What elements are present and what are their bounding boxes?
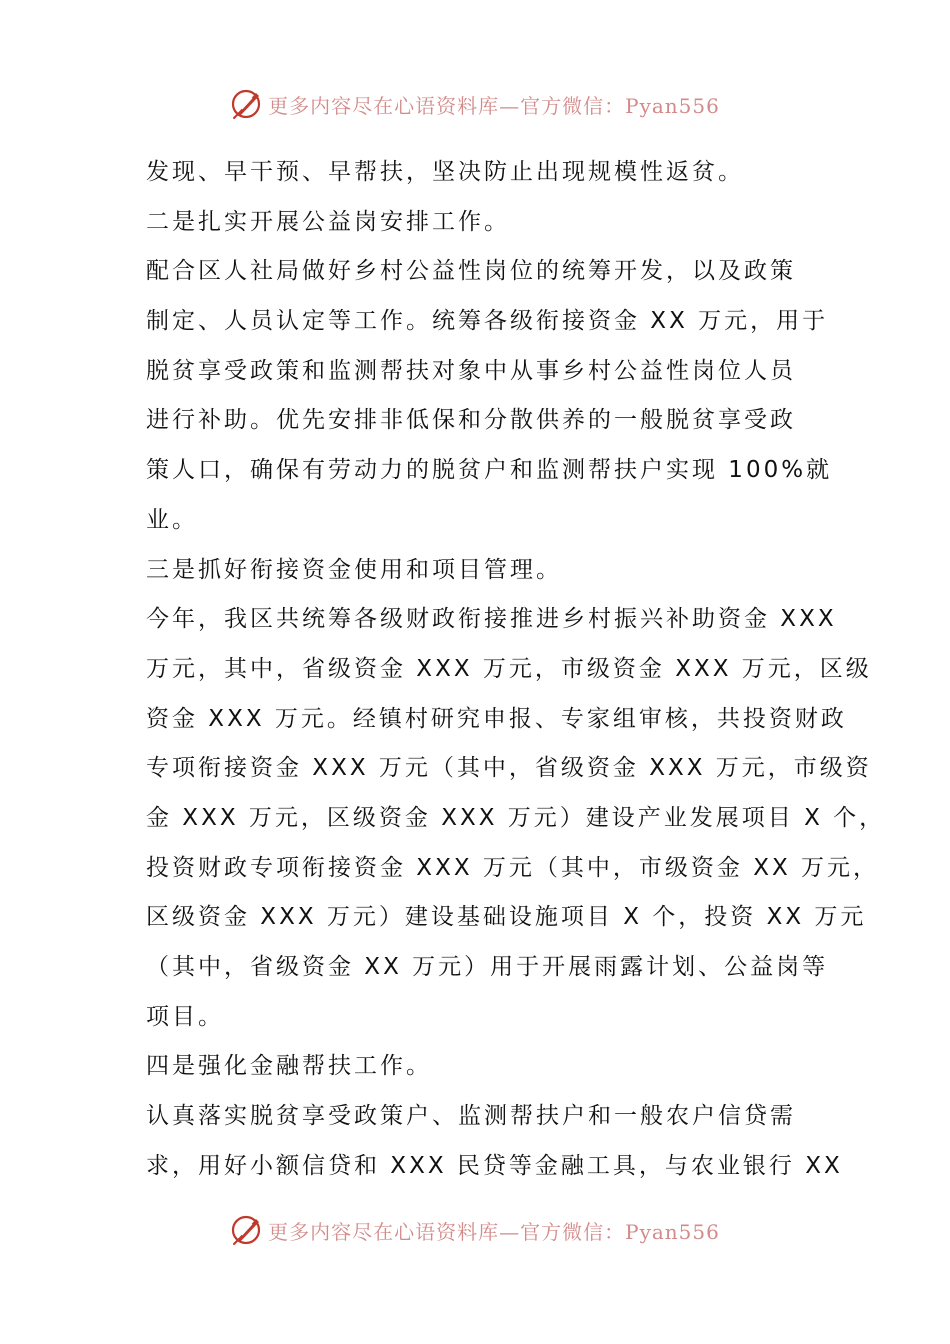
body-line: 金 XXX 万元，区级资金 XXX 万元）建设产业发展项目 X 个， bbox=[146, 804, 886, 831]
body-line: 脱贫享受政策和监测帮扶对象中从事乡村公益性岗位人员 bbox=[146, 357, 796, 384]
body-line: 制定、人员认定等工作。统筹各级衔接资金 XX 万元，用于 bbox=[146, 308, 829, 335]
footer-banner bbox=[0, 1210, 950, 1250]
body-line: 万元，其中，省级资金 XXX 万元，市级资金 XXX 万元，区级 bbox=[146, 655, 872, 682]
quill-logo-icon bbox=[230, 1213, 264, 1247]
body-line: 认真落实脱贫享受政策户、监测帮扶户和一般农户信贷需 bbox=[146, 1103, 796, 1130]
body-line: 项目。 bbox=[146, 1003, 224, 1030]
section-heading: 三是抓好衔接资金使用和项目管理。 bbox=[146, 556, 562, 583]
footer-banner-text: 更多内容尽在心语资料库—官方微信：Pyan556 bbox=[268, 1219, 720, 1244]
header-banner bbox=[0, 84, 950, 124]
document-body bbox=[146, 148, 886, 1191]
body-line: 业。 bbox=[146, 506, 198, 533]
body-line: 投资财政专项衔接资金 XXX 万元（其中，市级资金 XX 万元， bbox=[146, 854, 880, 881]
body-line: 区级资金 XXX 万元）建设基础设施项目 X 个，投资 XX 万元 bbox=[146, 904, 867, 931]
quill-logo-icon bbox=[230, 87, 264, 121]
section-heading: 二是扎实开展公益岗安排工作。 bbox=[146, 208, 510, 235]
body-line: 配合区人社局做好乡村公益性岗位的统筹开发，以及政策 bbox=[146, 258, 796, 285]
body-line: （其中，省级资金 XX 万元）用于开展雨露计划、公益岗等 bbox=[146, 954, 829, 980]
body-line: 资金 XXX 万元。经镇村研究申报、专家组审核，共投资财政 bbox=[146, 705, 847, 732]
body-line: 专项衔接资金 XXX 万元（其中，省级资金 XXX 万元，市级资 bbox=[146, 755, 872, 782]
body-line: 策人口，确保有劳动力的脱贫户和监测帮扶户实现 100%就 bbox=[146, 457, 833, 484]
section-heading: 四是强化金融帮扶工作。 bbox=[146, 1053, 432, 1080]
header-banner-text: 更多内容尽在心语资料库—官方微信：Pyan556 bbox=[268, 93, 720, 118]
body-line: 进行补助。优先安排非低保和分散供养的一般脱贫享受政 bbox=[146, 407, 796, 434]
body-line: 发现、早干预、早帮扶，坚决防止出现规模性返贫。 bbox=[146, 159, 744, 185]
body-line: 今年，我区共统筹各级财政衔接推进乡村振兴补助资金 XXX bbox=[146, 606, 837, 633]
body-line: 求，用好小额信贷和 XXX 民贷等金融工具，与农业银行 XX bbox=[146, 1152, 843, 1179]
